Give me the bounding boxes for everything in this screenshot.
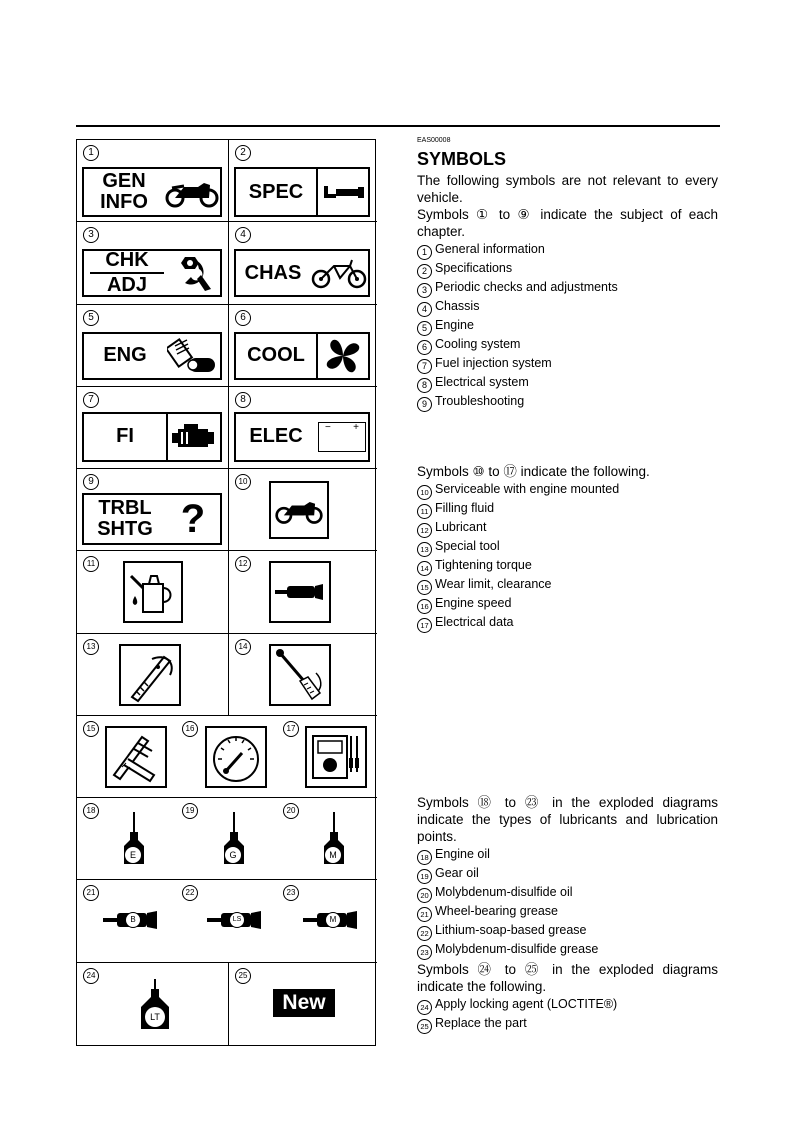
elec-label: ELEC [249,425,303,448]
elec-label-box [234,412,370,462]
list-item-number: 14 [417,561,432,576]
list-item [417,279,618,298]
list-item-number: 21 [417,907,432,922]
symbol-cell-2 [229,140,377,222]
symbol-number: 15 [83,721,99,737]
list-item-text: Filling fluid [435,501,495,515]
list-item [417,1015,617,1034]
adj-label: ADJ [106,274,147,297]
list-item-text: Molybdenum-disulfide oil [435,885,573,899]
list-item [417,393,618,412]
fi-label: FI [116,425,134,448]
symbol-number: 13 [83,639,99,655]
motorcycle-icon [164,175,220,209]
list-item-text: Serviceable with engine mounted [435,482,620,496]
list-item-text: Electrical data [435,615,514,629]
torque-frame [269,644,331,706]
section3-list [417,846,598,960]
symbol-number: 10 [235,474,251,490]
symbol-number: 8 [235,392,251,408]
list-item [417,298,618,317]
list-item [417,336,618,355]
section3-text: Symbols ⑱ to ㉓ in the exploded diagrams indicate the types of lubricants and lubrication points. [417,795,718,844]
torque-wrench-icon [272,647,328,703]
info-label: INFO [100,191,148,213]
trbl-shtg-label-box [82,493,222,545]
special-tool-icon [122,647,178,703]
symbol-number: 25 [235,968,251,984]
list-item [417,481,619,500]
symbol-cell-15-17 [77,716,377,798]
list-item-text: Cooling system [435,337,521,351]
list-item [417,846,598,865]
symbol-grid [76,139,376,1046]
list-item [417,317,618,336]
gen-info-label-box [82,167,222,217]
symbol-number: 12 [235,556,251,572]
symbol-number: 7 [83,392,99,408]
list-item [417,614,619,633]
list-item [417,260,618,279]
list-item [417,922,598,941]
symbol-cell-24 [77,963,229,1045]
list-item [417,941,598,960]
caliper-frame [105,726,167,788]
list-item [417,355,618,374]
list-item [417,595,619,614]
list-item-number: 2 [417,264,432,279]
section1-list [417,241,618,412]
symbol-cell-25 [229,963,377,1045]
list-item [417,538,619,557]
list-item-number: 6 [417,340,432,355]
list-item-number: 15 [417,580,432,595]
symbol-cell-7 [77,387,229,469]
symbol-cell-4 [229,222,377,304]
symbol-cell-14 [229,634,377,716]
section4-text: Symbols ㉔ to ㉕ in the exploded diagrams indicate the following. [417,962,718,994]
symbol-cell-13 [77,634,229,716]
chas-label: CHAS [244,261,302,284]
list-item-number: 20 [417,888,432,903]
fan-icon [323,336,363,376]
symbol-number: 24 [83,968,99,984]
list-item-text: Engine oil [435,847,490,861]
section4-list [417,996,617,1034]
section-code: EAS00008 [417,137,451,144]
list-item-number: 22 [417,926,432,941]
grease-tube-icon [273,582,327,602]
symbol-number: 14 [235,639,251,655]
engine-mounted-frame [269,481,329,539]
symbol-number: 3 [83,227,99,243]
engine-oil-letter: E [125,847,141,863]
list-item-number: 25 [417,1019,432,1034]
chk-label: CHK [105,249,149,272]
symbol-cell-5 [77,305,229,387]
section2-list [417,481,619,633]
list-item-number: 3 [417,283,432,298]
section1-text: Symbols ① to ⑨ indicate the subject of each chapter. [417,207,718,239]
symbol-number: 19 [182,803,198,819]
symbol-number: 5 [83,310,99,326]
trbl-label: TRBL [98,497,152,520]
section2-text: Symbols ⑩ to ⑰ indicate the following. [417,464,650,479]
gear-oil-icon [219,810,249,868]
filling-fluid-frame [123,561,183,623]
list-item [417,996,617,1015]
moly-grease-icon [303,910,361,930]
locking-agent-icon [135,977,175,1033]
shtg-label: SHTG [97,518,153,541]
list-item [417,519,619,538]
moly-oil-letter: M [325,847,341,863]
symbol-cell-1 [77,140,229,222]
list-item-text: Replace the part [435,1016,527,1030]
symbol-number: 23 [283,885,299,901]
symbol-cell-21-23 [77,880,377,962]
lubricant-frame [269,561,331,623]
list-item-number: 12 [417,523,432,538]
list-item-text: Fuel injection system [435,356,552,370]
symbol-cell-9 [77,469,229,551]
list-item [417,884,598,903]
moly-oil-icon [319,810,349,868]
list-item-text: Periodic checks and adjustments [435,280,618,294]
electrical-data-frame [305,726,367,788]
list-item-number: 16 [417,599,432,614]
wrench-icon [175,253,215,293]
symbol-number: 18 [83,803,99,819]
multimeter-icon [309,730,363,784]
top-rule [76,125,720,127]
list-item-number: 17 [417,618,432,633]
list-item [417,865,598,884]
wheel-bearing-grease-icon [103,910,161,930]
list-item-text: Tightening torque [435,558,532,572]
eng-label: ENG [103,344,147,367]
list-item-number: 23 [417,945,432,960]
engine-speed-frame [205,726,267,788]
symbol-number: 2 [235,145,251,161]
battery-minus: − [325,421,331,433]
loctite-letters: LT [145,1007,165,1027]
list-item-text: Wheel-bearing grease [435,904,558,918]
spec-label-box [234,167,370,217]
list-item-number: 8 [417,378,432,393]
new-part-badge: New [273,989,335,1017]
motorcycle-frame-icon [310,256,368,290]
symbol-number: 4 [235,227,251,243]
list-item-text: Wear limit, clearance [435,577,552,591]
list-item [417,241,618,260]
intro-text: The following symbols are not relevant to every vehicle. [417,173,718,205]
symbol-number: 20 [283,803,299,819]
lithium-grease-icon [207,910,265,930]
list-item-number: 24 [417,1000,432,1015]
list-item-text: Electrical system [435,375,529,389]
gen-label: GEN [102,170,146,192]
engine-oil-icon [119,810,149,868]
list-item-text: Engine [435,318,474,332]
symbol-number: 16 [182,721,198,737]
piston-icon [167,336,219,376]
spec-label: SPEC [248,180,304,203]
micrometer-icon [320,178,366,206]
list-item [417,500,619,519]
list-item-text: Molybdenum-disulfide grease [435,942,599,956]
chas-label-box [234,249,370,297]
symbol-number: 1 [83,145,99,161]
symbol-cell-11 [77,551,229,633]
tachometer-icon [208,729,264,785]
list-item [417,374,618,393]
cool-label: COOL [247,344,305,367]
special-tool-frame [119,644,181,706]
cool-label-box [234,332,370,380]
engine-icon [170,421,218,453]
list-item-number: 13 [417,542,432,557]
symbol-cell-3 [77,222,229,304]
motorcycle-icon [274,494,324,526]
list-item [417,576,619,595]
page-title: SYMBOLS [417,149,507,169]
fi-label-box [82,412,222,462]
list-item-text: Gear oil [435,866,479,880]
list-item-text: Lithium-soap-based grease [435,923,587,937]
list-item-number: 9 [417,397,432,412]
list-item-number: 18 [417,850,432,865]
battery-plus: + [353,421,359,433]
list-item-text: Chassis [435,299,480,313]
list-item-text: Troubleshooting [435,394,525,408]
symbol-cell-6 [229,305,377,387]
list-item-number: 4 [417,302,432,317]
list-item-number: 11 [417,504,432,519]
symbol-number: 22 [182,885,198,901]
list-item-number: 19 [417,869,432,884]
lithium-grease-letter: LS [229,912,245,928]
symbol-number: 9 [83,474,99,490]
symbol-number: 6 [235,310,251,326]
question-icon: ? [180,496,206,541]
wheel-bearing-grease-letter: B [125,912,141,928]
symbol-cell-10 [229,469,377,551]
eng-label-box [82,332,222,380]
list-item-text: Special tool [435,539,500,553]
list-item-number: 7 [417,359,432,374]
symbol-number: 17 [283,721,299,737]
moly-grease-letter: M [325,912,341,928]
symbol-cell-18-20 [77,798,377,880]
list-item-text: Specifications [435,261,513,275]
list-item [417,557,619,576]
symbol-number: 11 [83,556,99,572]
list-item-text: Lubricant [435,520,487,534]
list-item-number: 5 [417,321,432,336]
caliper-icon [108,729,164,785]
battery-icon [318,422,366,452]
list-item-text: Engine speed [435,596,512,610]
symbol-number: 21 [83,885,99,901]
chk-adj-label-box [82,249,222,297]
list-item [417,903,598,922]
gear-oil-letter: G [225,847,241,863]
symbol-cell-8 [229,387,377,469]
list-item-text: Apply locking agent (LOCTITE®) [435,997,618,1011]
list-item-number: 10 [417,485,432,500]
list-item-text: General information [435,242,545,256]
list-item-number: 1 [417,245,432,260]
oil-can-icon [127,566,179,618]
symbol-cell-12 [229,551,377,633]
